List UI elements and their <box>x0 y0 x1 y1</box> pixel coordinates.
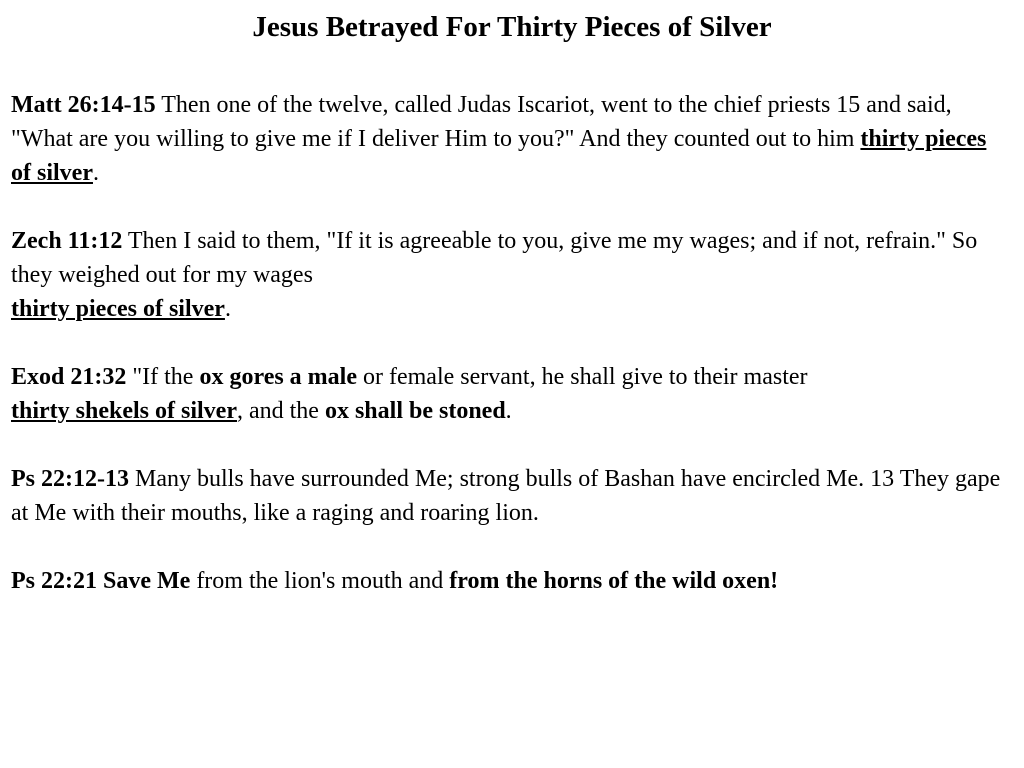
verse-text: or female servant, he shall give to their master <box>357 364 808 390</box>
verse-reference: Zech 11:12 <box>11 228 123 254</box>
bold-phrase: ox gores a male <box>199 364 357 390</box>
verse-text: from the lion's mouth and <box>190 568 450 594</box>
passage-ps-22-12-13 <box>11 462 1011 530</box>
bold-phrase: ox shall be stoned <box>324 398 506 424</box>
page-title: Jesus Betrayed For Thirty Pieces of Silver <box>252 11 772 43</box>
verse-text: , and the <box>236 398 325 424</box>
passage-ps-22-21 <box>11 564 1011 598</box>
verse-reference: Ps 22:12-13 <box>11 466 129 492</box>
bold-phrase: from the horns of the wild oxen! <box>449 568 779 594</box>
verse-reference: Ps 22:21 <box>11 568 97 594</box>
verse-text: Then I said to them, "If it is agreeable to you, give me my wages; and if not, refrain." So they weighed out for my wages <box>11 228 978 288</box>
verse-reference: Exod 21:32 <box>11 364 127 390</box>
verse-text: . <box>224 296 231 322</box>
highlight-phrase: thirty shekels of silver <box>11 398 237 424</box>
passage-list <box>11 88 1011 632</box>
verse-text: "If the <box>126 364 200 390</box>
bold-phrase: Save Me <box>103 568 191 594</box>
highlight-phrase: thirty pieces of silver <box>11 126 987 186</box>
passage-zech-11-12 <box>11 224 1011 326</box>
passage-matt-26-14-15 <box>11 88 1011 190</box>
verse-text: . <box>505 398 512 424</box>
verse-text: . <box>92 160 99 186</box>
verse-text: Then one of the twelve, called Judas Iscariot, went to the chief priests 15 and said, "What are you willing to give me if I deliver Him to you?" And they counted out to him <box>11 92 952 152</box>
passage-exod-21-32 <box>11 360 1011 428</box>
highlight-phrase: thirty pieces of silver <box>11 296 225 322</box>
verse-text: Many bulls have surrounded Me; strong bulls of Bashan have encircled Me. 13 They gape at Me with their mouths, like a raging and roaring lion. <box>11 466 1001 526</box>
verse-reference: Matt 26:14-15 <box>11 92 156 118</box>
